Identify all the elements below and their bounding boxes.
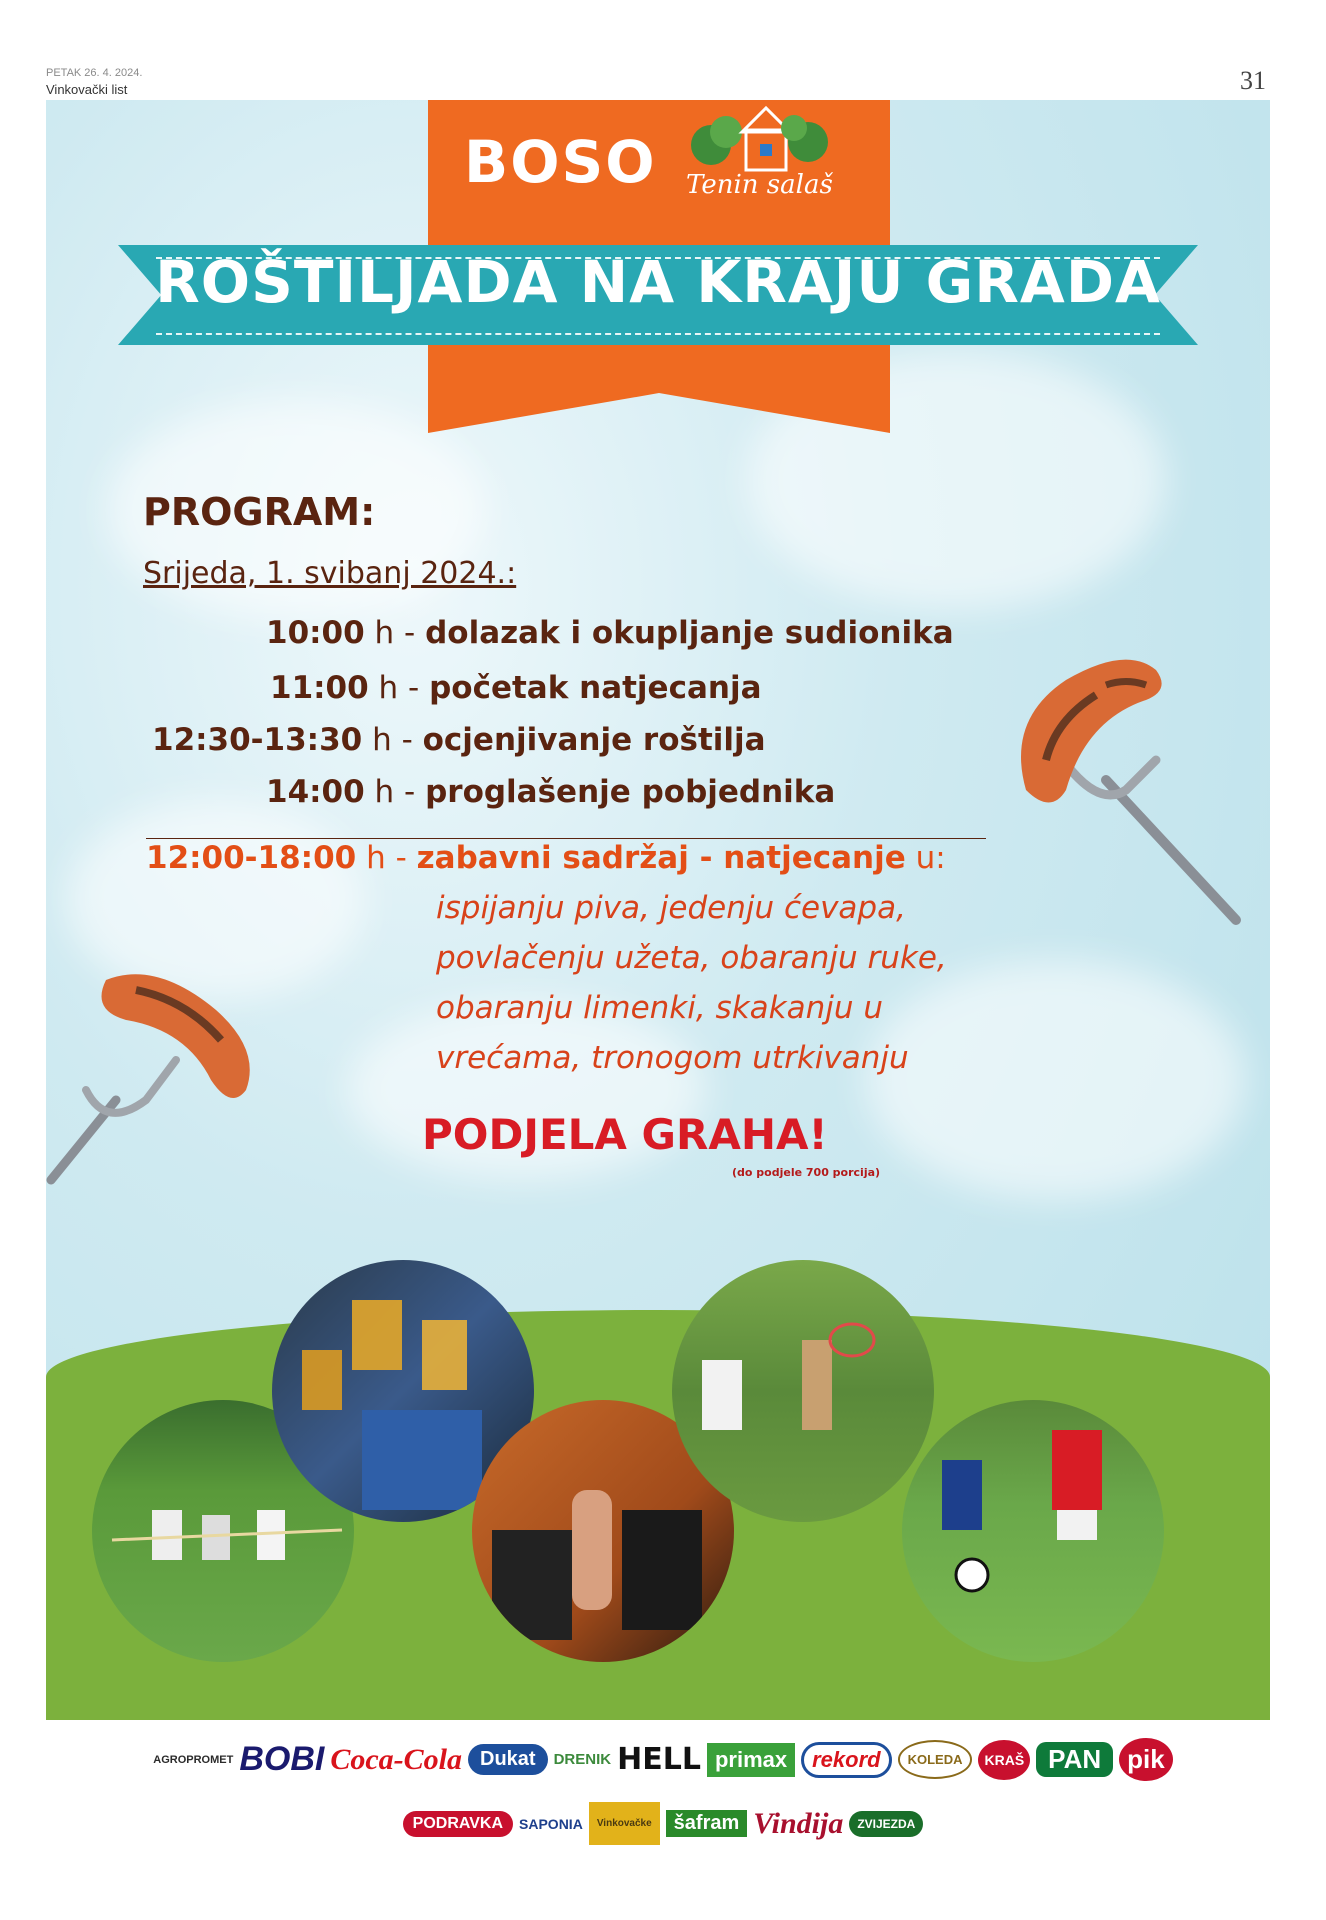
sponsor-logo: KRAŠ [978,1740,1030,1780]
fun-contest-line [146,840,946,876]
page-number: 31 [1240,66,1266,95]
sponsor-logo: pik [1119,1738,1173,1781]
fun-unit: h - [366,840,407,876]
sponsor-row-1 [0,1738,1326,1781]
sausage-fork-right-icon [986,640,1270,940]
issue-date: PETAK 26. 4. 2024. [46,67,143,79]
sponsor-logo: primax [707,1743,795,1777]
activity-line: vrećama, tronogom utrkivanju [436,1040,909,1076]
schedule-divider [146,838,986,839]
beans-announcement: PODJELA GRAHA! [422,1110,828,1159]
sack-race-photo [672,1260,934,1522]
schedule-event: ocjenjivanje roštilja [422,722,766,758]
football-photo [902,1400,1164,1662]
sponsor-logo: ZVIJEZDA [849,1811,923,1837]
beans-note: (do podjele 700 porcija) [732,1166,881,1179]
sponsor-logo: rekord [801,1742,891,1778]
sponsor-logo: Coca-Cola [330,1742,463,1776]
schedule-unit: h - [374,615,416,651]
schedule-time: 10:00 [266,615,365,651]
activity-line: ispijanju piva, jedenju ćevapa, [436,890,906,926]
sponsor-logo: SAPONIA [519,1815,583,1832]
event-title: ROŠTILJADA NA KRAJU GRADA [155,248,1161,316]
schedule-time: 11:00 [270,670,369,706]
event-poster [46,100,1270,1720]
sponsor-logo: Vinkovačke [589,1802,660,1845]
sponsor-row-2 [0,1802,1326,1845]
sponsor-logo: PODRAVKA [403,1811,513,1837]
program-heading: PROGRAM: [143,490,376,534]
schedule-event: proglašenje pobjednika [425,774,836,810]
sponsor-logo: šafram [666,1810,748,1837]
fun-title: zabavni sadržaj - natjecanje [416,840,906,876]
boso-logo: BOSO [464,128,657,196]
sponsor-logo: HELL [617,1742,701,1777]
schedule-item [152,722,766,758]
sponsor-logo: Vindija [753,1806,844,1840]
sponsor-logo: Dukat [468,1744,548,1775]
schedule-unit: h - [374,774,416,810]
sponsor-logo: DRENIK [553,1751,612,1768]
activity-line: povlačenju užeta, obaranju ruke, [436,940,947,976]
schedule-time: 14:00 [266,774,365,810]
tenin-salas-trees-icon [686,100,836,180]
schedule-unit: h - [378,670,420,706]
schedule-item [266,615,954,651]
sponsor-logo: PAN [1036,1742,1113,1777]
schedule-time: 12:30-13:30 [152,722,363,758]
tenin-salas-logo: Tenin salaš [686,170,833,200]
schedule-unit: h - [372,722,413,758]
schedule-item [266,774,835,810]
program-date: Srijeda, 1. svibanj 2024.: [143,556,517,591]
sausage-fork-left-icon [46,950,276,1200]
schedule-event: dolazak i okupljanje sudionika [425,615,954,651]
schedule-event: početak natjecanja [429,670,762,706]
ribbon-dash-bottom [156,333,1160,335]
schedule-item [270,670,762,706]
newspaper-name: Vinkovački list [46,82,128,97]
sponsor-logo: KOLEDA [898,1740,973,1779]
sponsor-logo: AGROPROMET [153,1753,234,1766]
fun-suffix: u: [915,840,946,876]
fun-time: 12:00-18:00 [146,840,357,876]
sponsor-logo: BOBI [239,1740,325,1778]
activity-line: obaranju limenki, skakanju u [436,990,884,1026]
